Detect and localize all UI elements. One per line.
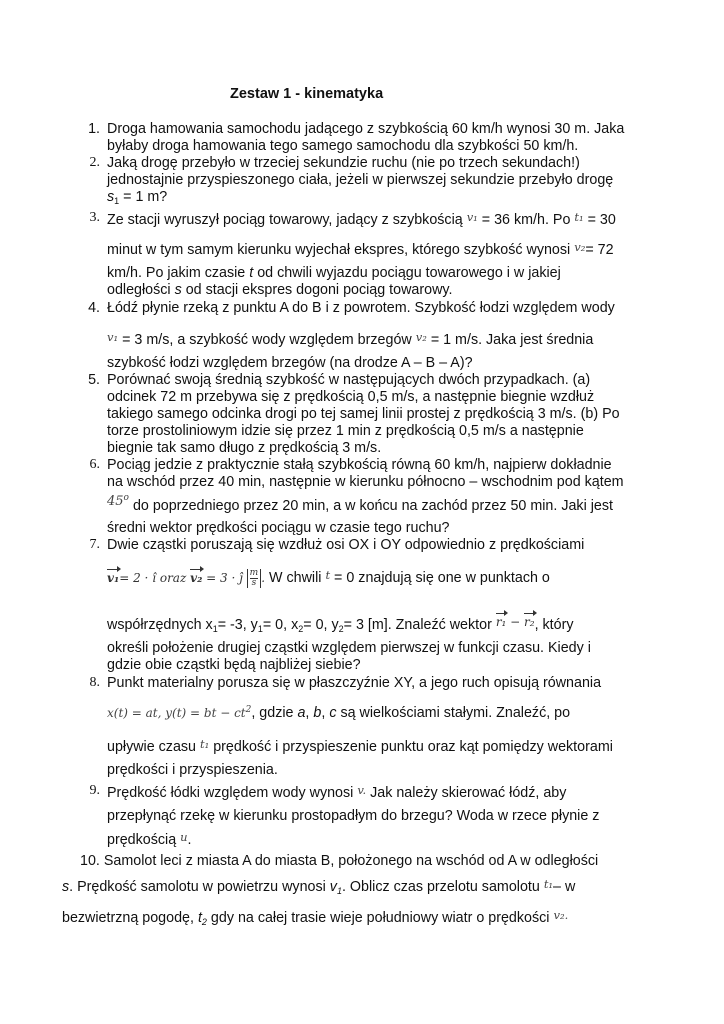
problem-4-line-1: Łódź płynie rzeką z punktu A do B i z powrotem. Szybkość łodzi względem wody [107, 300, 615, 316]
period: . [261, 571, 266, 585]
text: gdy na całej trasie wieje południowy wiatr o prędkości [210, 910, 550, 926]
period: . [564, 908, 569, 922]
problem-8-number: 8. [89, 675, 100, 690]
problem-10-line-2 [62, 877, 575, 896]
text: prędkość i przyspieszenie punktu oraz kąt pomiędzy wektorami [213, 739, 613, 755]
problem-5-line-1: Porównać swoją średnią szybkość w następujących dwóch przypadkach. (a) [107, 372, 591, 388]
unit-vector-i: ı̂ [152, 571, 157, 585]
v2-text: v₂ [553, 908, 565, 922]
text: odległości [107, 282, 171, 298]
problem-3-number: 3. [89, 210, 100, 225]
t-letter: t [197, 910, 202, 926]
problem-7-line-1: Dwie cząstki poruszają się wzdłuż osi OX i OY odpowiednio z prędkościami [107, 537, 585, 553]
symbol-c: c [329, 705, 337, 721]
text: – w [553, 879, 576, 895]
problem-7-line-4: określi położenie drugiej cząstki względem pierwszej w funkcji czasu. Kiedy i [107, 640, 591, 656]
symbol-v [357, 783, 366, 797]
problem-8-line-4: prędkości i przyspieszenia. [107, 762, 278, 778]
text: . Prędkość samolotu w powietrzu wynosi [69, 879, 326, 895]
unit-denominator: s [251, 578, 257, 588]
motion-equations [107, 706, 251, 720]
problem-3-line-1 [107, 210, 616, 228]
text: = 1 m/s. Jaka jest średnia [430, 332, 594, 348]
text: = 72 [585, 242, 614, 258]
symbol-t1: t₁ [543, 877, 554, 891]
symbol-t1: t₁ [574, 210, 584, 224]
problem-6-line-2: na wschód przez 40 min, następnie w kierunku północno – wschodnim pod kątem [107, 474, 624, 490]
problem-2-line-2: jednostajnie przyspieszonego ciała, jeżeli w pierwszej sekundzie przebyło drogę [107, 172, 614, 188]
v-letter: v [357, 783, 363, 797]
text: , gdzie [251, 705, 294, 721]
velocity-equations [107, 568, 266, 588]
text: od stacji ekspres dogoni pociąg towarowy. [185, 282, 453, 298]
problem-6-line-4: średni wektor prędkości pociągu w czasie tego ruchu? [107, 520, 450, 536]
problem-9-line-2: przepłynąć rzekę w kierunku prostopadłym do brzegu? Woda w rzece płynie z [107, 808, 600, 824]
text: współrzędnych x [107, 617, 213, 633]
problem-8-line-3 [107, 737, 613, 755]
problem-5-line-5: biegnie tak samo długo z prędkością 3 m/s. [107, 440, 382, 456]
problem-4-line-2 [107, 330, 593, 348]
angle-value: 45 [107, 494, 124, 509]
problem-4-number: 4. [88, 300, 100, 316]
text: od chwili wyjazdu pociągu towarowego i w jakiej [257, 265, 561, 281]
symbol-t1: t₁ [199, 737, 210, 751]
text: = 36 km/h. Po [481, 212, 571, 228]
problem-5-line-3: takiego samego odcinka drogi po tej samej linii prostej z prędkością 3 m/s. (b) Po [107, 406, 620, 422]
symbol-s: s [62, 879, 70, 895]
problem-2-line-1: Jaką drogę przebyło w trzeciej sekundzie ruchu (nie po trzech sekundach!) [107, 155, 580, 171]
text: = -3, y [217, 617, 258, 633]
subscript: 1 [257, 624, 263, 634]
comma: , [305, 705, 310, 721]
page-title: Zestaw 1 - kinematyka [230, 86, 384, 102]
problem-6-line-3 [107, 493, 613, 514]
text: . Oblicz czas przelotu samolotu [341, 879, 540, 895]
symbol-t: t [249, 265, 254, 281]
text: Samolot leci z miasta A do miasta B, położonego na wschód od A w odległości [103, 853, 599, 869]
text: Ze stacji wyruszył pociąg towarowy, jadący z szybkością [107, 212, 463, 228]
unit-numerator: m [249, 568, 259, 578]
text: do poprzedniego przez 20 min, a w końcu na zachód przez 50 min. Jaki jest [132, 498, 613, 514]
vector-r1: r₁ [495, 615, 507, 629]
problem-9-line-3 [107, 830, 192, 848]
problem-7-line-5: gdzie obie cząstki będą najbliżej siebie? [107, 657, 361, 673]
problem-4-line-3: szybkość łodzi względem brzegów (na drodze A – B – A)? [107, 355, 473, 371]
text: prędkością [107, 832, 177, 848]
symbol-t2 [198, 910, 207, 926]
problem-9-line-1 [107, 783, 566, 801]
text: = 3 m/s, a szybkość wody względem brzegów [122, 332, 412, 348]
symbol-v1: v₁ [107, 330, 119, 344]
symbol-s: s [107, 189, 115, 205]
problem-7-line-2 [107, 568, 550, 588]
problem-6-number: 6. [89, 457, 100, 472]
symbol-b: b [313, 705, 322, 721]
text: minut w tym samym kierunku wyjechał ekspres, którego szybkość wynosi [107, 242, 571, 258]
period: . [362, 783, 367, 797]
problem-10-line-3 [62, 908, 568, 927]
math-text: = 3 · [202, 571, 240, 585]
problem-9-number: 9. [89, 783, 100, 798]
text: Prędkość łódki względem wody wynosi [107, 785, 354, 801]
problem-3-line-4 [107, 282, 452, 298]
comma: , [321, 705, 326, 721]
subscript: 2 [201, 917, 207, 927]
vector-v2: v₂ [190, 571, 203, 585]
problem-7-line-3 [107, 615, 574, 634]
problem-5-line-4: torze prostoliniowym idzie się przez 1 min z prędkością 0,5 m/s a następnie [107, 423, 584, 439]
symbol-s: s [174, 282, 182, 298]
unit-vector-j: ĵ [239, 571, 243, 585]
text: bezwietrzną pogodę, [62, 910, 194, 926]
text: = 30 [587, 212, 616, 228]
problem-2-line-3 [107, 189, 167, 206]
symbol-45-degrees [107, 494, 129, 509]
v-letter: v [329, 879, 337, 895]
minus-sign: − [506, 615, 525, 629]
degree-mark: o [123, 493, 129, 503]
problem-1-line-2: byłaby droga hamowania tego samego samochodu dla szybkości 50 km/h. [107, 138, 579, 154]
symbol-v1 [330, 879, 342, 895]
problem-1-line-1: Droga hamowania samochodu jadącego z szybkością 60 km/h wynosi 30 m. Jaka [107, 121, 625, 137]
subscript: 2 [338, 624, 344, 634]
problem-2-number: 2. [89, 155, 100, 170]
subscript: 1 [212, 624, 218, 634]
symbol-u: u [180, 830, 188, 844]
math-text: oraz [156, 571, 191, 585]
symbol-a: a [297, 705, 306, 721]
symbol-t: t [325, 568, 331, 582]
subscript: 2 [298, 624, 304, 634]
equation-text: x(t) = at, y(t) = bt − ct [107, 706, 246, 720]
symbol-v1: v₁ [466, 210, 478, 224]
exponent: 2 [245, 705, 252, 715]
text: Jak należy skierować łódź, aby [370, 785, 567, 801]
text: km/h. Po jakim czasie [107, 265, 246, 281]
text: , który [534, 617, 574, 633]
problem-10-number: 10. [80, 853, 100, 869]
problem-1-number: 1. [88, 121, 100, 137]
problem-3-line-2 [107, 240, 614, 258]
vector-v1: v₁ [107, 571, 120, 585]
symbol-v2: v₂ [574, 240, 586, 254]
text: = 0, y [303, 617, 339, 633]
text: upływie czasu [107, 739, 196, 755]
symbol-v2 [553, 908, 568, 922]
problem-10-line-1 [80, 853, 598, 869]
vector-difference [496, 615, 535, 629]
subscript: 1 [114, 196, 120, 206]
problem-8-line-1: Punkt materialny porusza się w płaszczyźnie XY, a jego ruch opisują równania [107, 675, 602, 691]
problem-3-line-3 [107, 265, 561, 281]
text: = 0, x [262, 617, 299, 633]
problem-7-number: 7. [89, 537, 100, 552]
text: = 0 znajdują się one w punktach o [334, 570, 550, 586]
problem-6-line-1: Pociąg jedzie z praktycznie stałą szybkością równą 60 km/h, najpierw dokładnie [107, 457, 612, 473]
problem-5-line-2: odcinek 72 m przebywa się z prędkością 0,5 m/s, a następnie biegnie wzdłuż [107, 389, 595, 405]
unit-bracket [247, 569, 262, 588]
text: = 1 m? [123, 189, 168, 205]
symbol-v2: v₂ [415, 330, 427, 344]
problem-8-line-2 [107, 705, 570, 721]
text: W chwili [269, 570, 322, 586]
subscript: 1 [336, 886, 342, 896]
text: = 3 [m]. Znaleźć wektor [343, 617, 492, 633]
period: . [187, 832, 192, 848]
text: są wielkościami stałymi. Znaleźć, po [340, 705, 571, 721]
math-text: = 2 · [119, 571, 153, 585]
vector-r2: r₂ [524, 615, 535, 629]
problem-5-number: 5. [88, 372, 100, 388]
